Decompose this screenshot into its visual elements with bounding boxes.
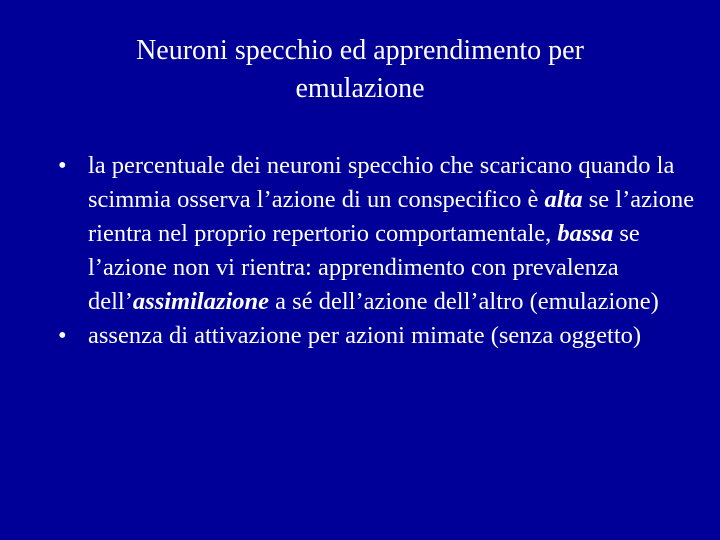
bullet-icon: • xyxy=(58,152,67,179)
bullet-item-1 xyxy=(56,149,696,319)
bullet-1-text-part-1: la percentuale dei neuroni specchio che scaricano quando la scimmia osserva l’azione di un conspecifico è xyxy=(88,152,675,213)
bullet-item-2 xyxy=(56,319,696,353)
bullet-1-emphasis-alta: alta xyxy=(544,186,583,213)
bullet-1-text-part-4: a sé dell’azione dell’altro (emulazione) xyxy=(269,288,659,315)
bullet-1-emphasis-bassa: bassa xyxy=(557,220,614,247)
bullet-list xyxy=(56,149,696,353)
bullet-1-text xyxy=(88,152,694,315)
slide-title-line-1: Neuroni specchio ed apprendimento per xyxy=(136,35,584,66)
slide-title-line-2: emulazione xyxy=(295,73,425,104)
bullet-1-text-part-3: se l’azione non vi rientra: apprendimento con prevalenza dell’ xyxy=(88,220,640,315)
bullet-1-text-part-2: se l’azione rientra nel proprio repertorio comportamentale, xyxy=(88,186,695,247)
slide-title xyxy=(60,32,660,108)
bullet-1-emphasis-assimilazione: assimilazione xyxy=(132,288,270,315)
bullet-2-text: assenza di attivazione per azioni mimate (senza oggetto) xyxy=(88,322,642,349)
bullet-icon: • xyxy=(58,322,67,349)
